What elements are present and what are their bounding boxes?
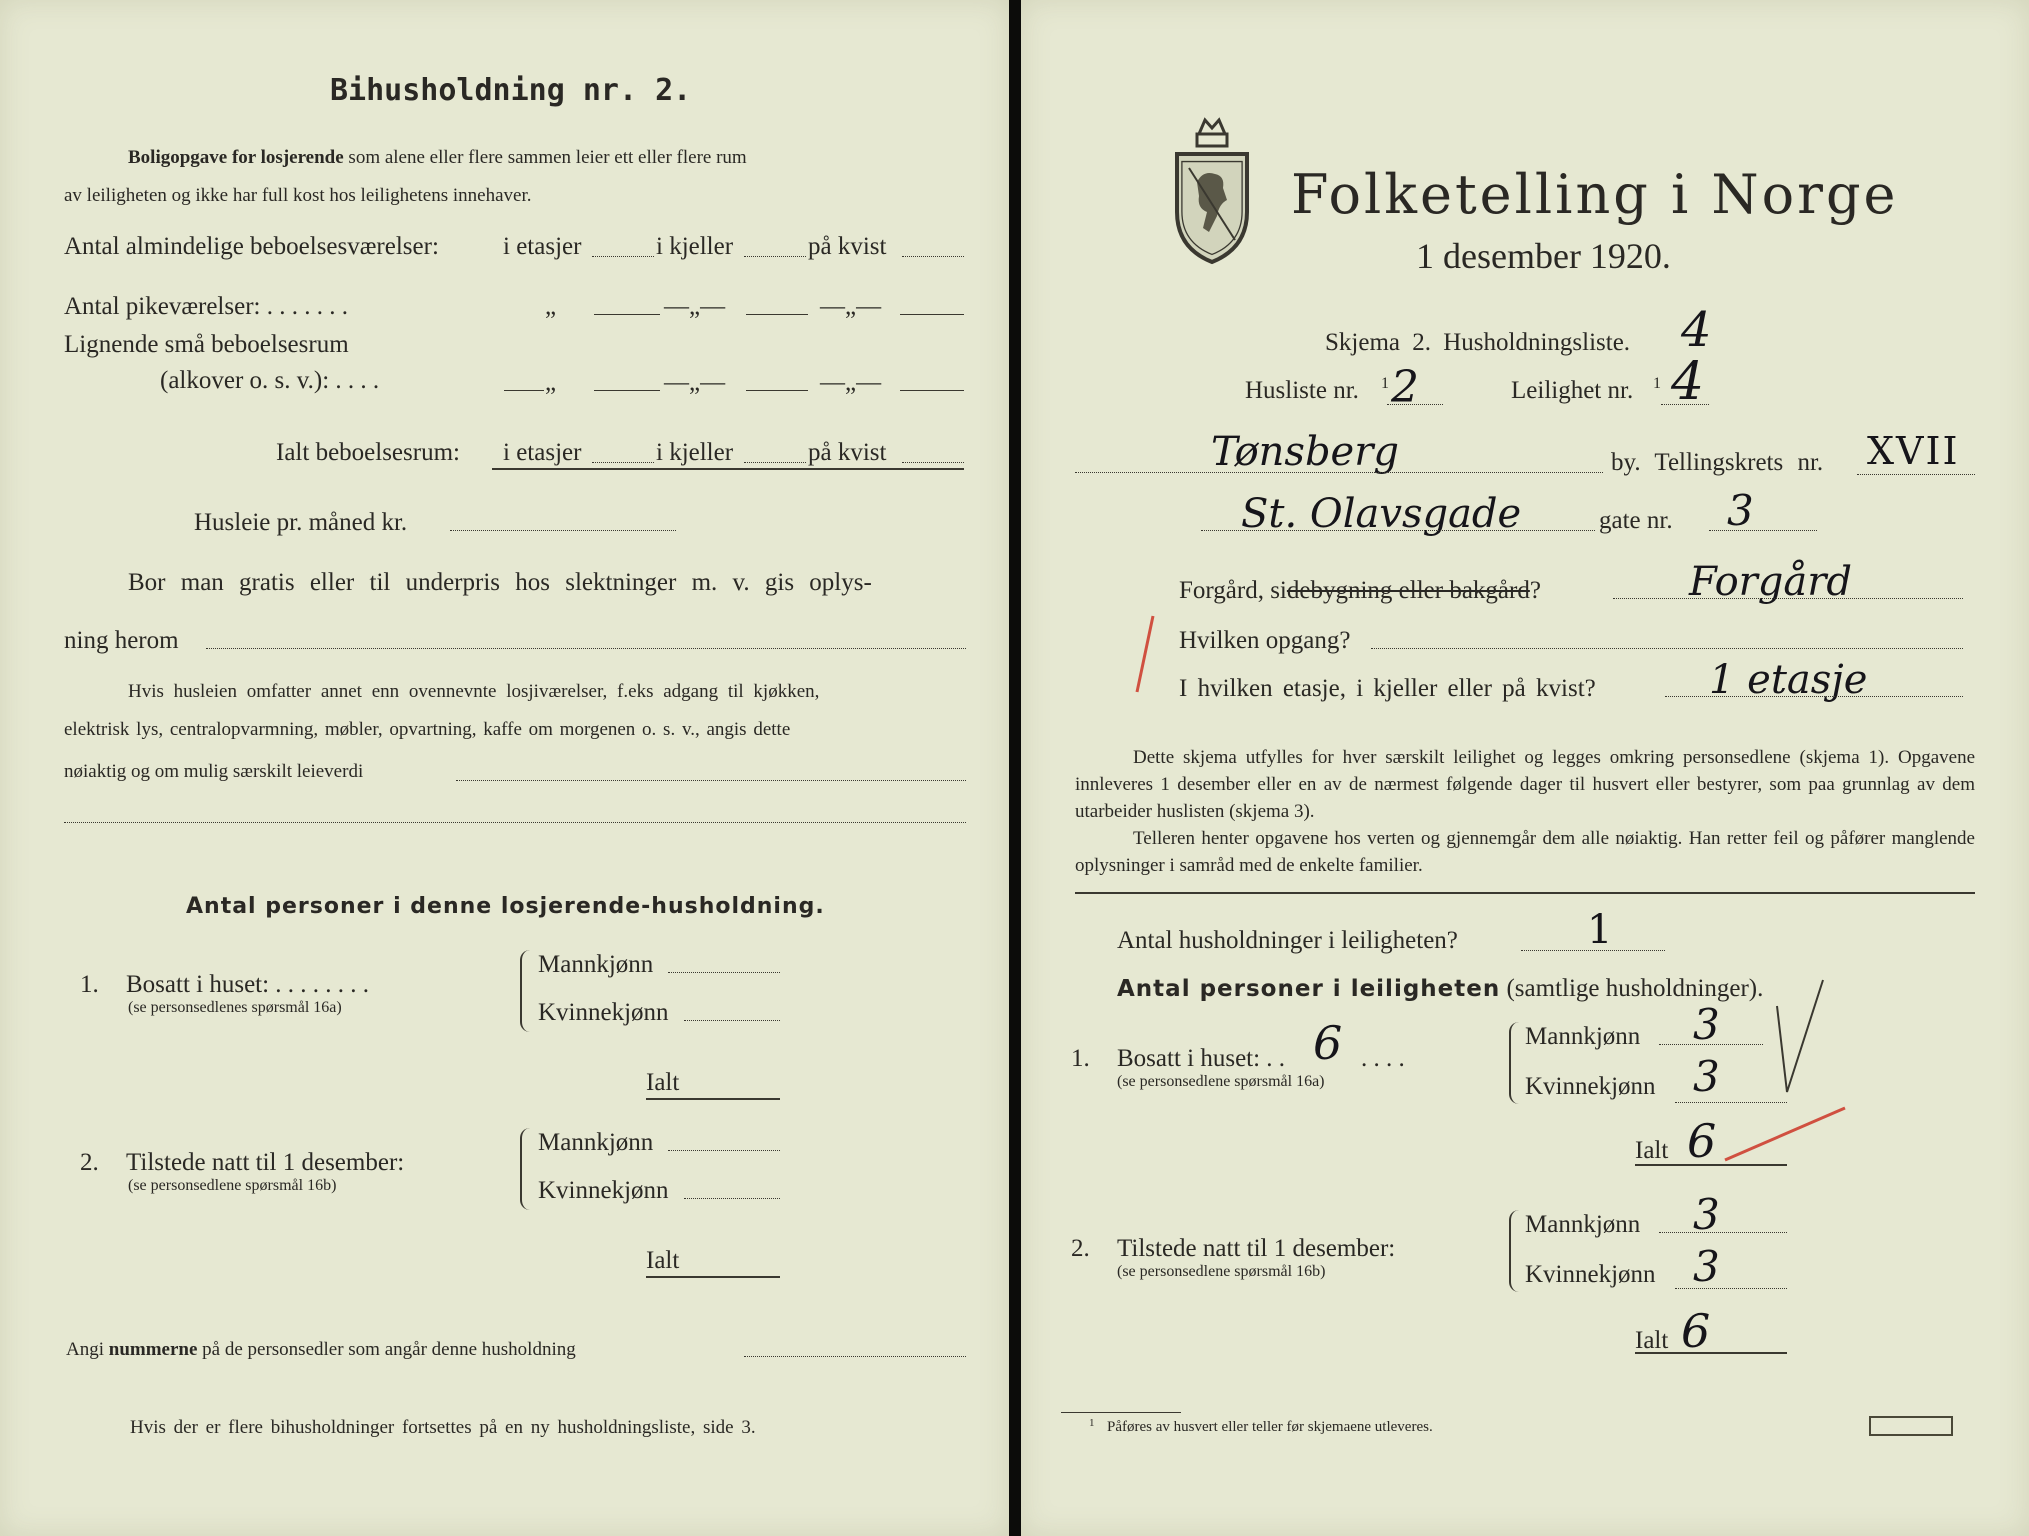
skjema-handwritten[interactable]: 4: [1681, 302, 1712, 358]
leieverdi-field-2[interactable]: [64, 822, 966, 823]
bihusholdning-heading: Bihusholdning nr. 2.: [330, 73, 692, 108]
q2-kvinne-label: Kvinnekjønn: [538, 1177, 669, 1204]
leilighet-field: [1661, 404, 1709, 405]
pike-kvist-field[interactable]: [900, 314, 964, 315]
q1-mann-label: Mannkjønn: [538, 951, 654, 978]
angi-rest: på de personsedler som angår denne husholdning: [202, 1339, 576, 1360]
lignende-ditto-1: „: [545, 369, 557, 396]
etasje-field: [1665, 696, 1963, 697]
bor-line-2: ning herom: [64, 627, 179, 654]
r-q1-number: 1.: [1071, 1045, 1090, 1072]
q1-mann-field[interactable]: [668, 972, 780, 973]
section-divider: [1075, 892, 1975, 894]
intro-rest: som alene eller flere sammen leier ett eller flere rum: [348, 147, 747, 168]
q2-ialt-label: Ialt: [646, 1247, 680, 1274]
husliste-handwritten[interactable]: 2: [1391, 362, 1419, 413]
lignende-ditto-3: —„—: [820, 369, 882, 396]
forgard-post: ?: [1529, 577, 1541, 604]
husliste-field: [1387, 404, 1443, 405]
q1-ialt-field[interactable]: [646, 1098, 780, 1100]
antal-husholdninger-label: Antal husholdninger i leiligheten?: [1117, 927, 1458, 954]
r-q1-mann-handwritten[interactable]: 3: [1693, 1000, 1720, 1049]
hvis-line-1: Hvis husleien omfatter annet enn ovennevnte losjiværelser, f.eks adgang til kjøkken,: [128, 681, 820, 702]
krets-handwritten[interactable]: XVII: [1867, 429, 1960, 473]
r-q2-ialt-label: Ialt: [1635, 1327, 1669, 1354]
forgard-label: [1179, 578, 1541, 603]
angi-pre: Angi: [66, 1339, 104, 1360]
gate-label: gate nr.: [1599, 507, 1673, 534]
forgard-handwritten[interactable]: Forgård: [1689, 559, 1852, 605]
gate-field: [1709, 530, 1817, 531]
persons-heading-right: [1117, 976, 1763, 1001]
q2-kvinne-field[interactable]: [684, 1198, 780, 1199]
intro-line-2: av leiligheten og ikke har full kost hos leilighetens innehaver.: [64, 185, 532, 206]
rooms-kvist-label: på kvist: [808, 233, 887, 260]
krets-field: [1857, 474, 1975, 475]
instructions-para-2: Telleren henter opgavene hos verten og gjennemgår dem alle nøiaktig. Han retter feil og påfører manglende oplysninger i samråd med de enkelte familier.: [1075, 828, 1975, 876]
intro-bold: Boligopgave for losjerende: [128, 147, 344, 168]
angi-line: [66, 1340, 576, 1359]
ialt-kjeller-field[interactable]: [744, 462, 806, 463]
rooms-label: Antal almindelige beboelsesværelser:: [64, 233, 439, 260]
rooms-kvist-field[interactable]: [902, 256, 964, 257]
etasje-label: I hvilken etasje, i kjeller eller på kvist?: [1179, 675, 1596, 702]
ialt-kvist-label: på kvist: [808, 439, 887, 466]
r-q2-kvinne-field: [1675, 1288, 1787, 1289]
footnote-rule: [1061, 1412, 1181, 1413]
lignende-ditto-2: —„—: [664, 369, 726, 396]
pike-ditto-1: „: [545, 293, 557, 320]
r-q2-ialt-field: [1635, 1352, 1787, 1354]
city-handwritten[interactable]: Tønsberg: [1211, 429, 1399, 475]
ialt-etasjer-label: i etasjer: [503, 439, 582, 466]
r-q1-mann-label: Mannkjønn: [1525, 1023, 1641, 1050]
q1-kvinne-label: Kvinnekjønn: [538, 999, 669, 1026]
leieverdi-field[interactable]: [456, 780, 966, 781]
instructions-para-1: Dette skjema utfylles for hver særskilt leilighet og legges omkring personsedlene (skjema 1). Opgavene innleveres 1 desember eller en av de nærmest følgende dager til husvert eller bestyrer, som paa grunnlag av dem utarbeider huslisten (skjema 3).: [1075, 747, 1975, 822]
q1-ialt-label: Ialt: [646, 1069, 680, 1096]
lignende-pre-field[interactable]: [504, 390, 544, 391]
q2-mann-field[interactable]: [668, 1150, 780, 1151]
r-q2-kvinne-handwritten[interactable]: 3: [1693, 1242, 1720, 1291]
opgang-label: Hvilken opgang?: [1179, 627, 1351, 654]
r-q1-mann-field: [1659, 1044, 1763, 1045]
etasje-handwritten[interactable]: 1 etasje: [1709, 657, 1868, 703]
angi-field[interactable]: [744, 1356, 966, 1357]
r-q1-brace: [1509, 1022, 1521, 1104]
hvis-line-2: elektrisk lys, centralopvarmning, møbler, opvartning, kaffe om morgenen o. s. v., angis dette: [64, 719, 791, 740]
book-gutter: [1009, 0, 1021, 1536]
r-q2-mann-handwritten[interactable]: 3: [1693, 1190, 1720, 1239]
r-q1-ialt-label: Ialt: [1635, 1137, 1669, 1164]
q2-brace: [520, 1128, 532, 1210]
rooms-etasjer-field[interactable]: [592, 256, 654, 257]
persons-heading-rest: (samtlige husholdninger).: [1506, 975, 1764, 1002]
census-date: 1 desember 1920.: [1416, 236, 1671, 276]
q2-label: Tilstede natt til 1 desember:: [126, 1149, 405, 1176]
coat-of-arms-icon: [1169, 112, 1255, 266]
r-q1-dots: . . . .: [1361, 1045, 1405, 1072]
lignende-label-1: Lignende små beboelsesrum: [64, 331, 349, 358]
forgard-struck: debygning eller bakgård: [1286, 577, 1530, 604]
r-q1-kvinne-handwritten[interactable]: 3: [1693, 1052, 1720, 1101]
q2-number: 2.: [80, 1149, 99, 1176]
left-page: [0, 0, 1009, 1536]
footnote-number: 1: [1089, 1417, 1095, 1429]
street-handwritten[interactable]: St. Olavsgade: [1241, 491, 1522, 537]
antal-husholdninger-field: [1521, 950, 1665, 951]
pike-kjeller-field[interactable]: [746, 314, 808, 315]
antal-husholdninger-handwritten[interactable]: 1: [1587, 907, 1613, 953]
lignende-etasjer-field[interactable]: [594, 390, 660, 391]
leilighet-footnote-mark: 1: [1653, 375, 1661, 392]
opgang-field[interactable]: [1371, 648, 1963, 649]
q2-ialt-field[interactable]: [646, 1276, 780, 1278]
rooms-kjeller-field[interactable]: [744, 256, 806, 257]
r-q1-ialt-handwritten[interactable]: 6: [1687, 1114, 1717, 1168]
husleie-field[interactable]: [450, 530, 676, 531]
pike-etasjer-field[interactable]: [594, 314, 660, 315]
hvis-line-3: nøiaktig og om mulig særskilt leieverdi: [64, 761, 364, 782]
persons-heading: Antal personer i denne losjerende-husholdning.: [186, 894, 825, 919]
r-q2-mann-field: [1659, 1232, 1787, 1233]
r-q1-label: Bosatt i huset: . .: [1117, 1045, 1286, 1072]
ialt-kjeller-label: i kjeller: [656, 439, 734, 466]
ialt-kvist-field[interactable]: [902, 462, 964, 463]
r-q2-number: 2.: [1071, 1235, 1090, 1262]
forgard-pre: Forgård, si: [1179, 577, 1287, 604]
pike-label: Antal pikeværelser: . . . . . . .: [64, 293, 348, 320]
ialt-etasjer-field[interactable]: [592, 462, 654, 463]
leilighet-label: Leilighet nr.: [1511, 377, 1634, 404]
q1-brace: [520, 950, 532, 1032]
pike-ditto-3: —„—: [820, 293, 882, 320]
intro-line-1: [128, 148, 747, 167]
left-footer: Hvis der er flere bihusholdninger fortsettes på en ny husholdningsliste, side 3.: [130, 1417, 756, 1438]
q1-kvinne-field[interactable]: [684, 1020, 780, 1021]
r-q2-brace: [1509, 1210, 1521, 1292]
r-q2-note: (se personsedlene spørsmål 16b): [1117, 1263, 1326, 1280]
gate-handwritten[interactable]: 3: [1727, 486, 1754, 535]
husleie-label: Husleie pr. måned kr.: [194, 509, 408, 536]
lignende-kvist-field[interactable]: [900, 390, 964, 391]
bor-field[interactable]: [206, 648, 966, 649]
angi-bold: nummerne: [108, 1339, 198, 1360]
r-q2-label: Tilstede natt til 1 desember:: [1117, 1235, 1396, 1262]
q2-mann-label: Mannkjønn: [538, 1129, 654, 1156]
r-q1-note: (se personsedlene spørsmål 16a): [1117, 1073, 1325, 1090]
r-q1-total-handwritten[interactable]: 6: [1313, 1016, 1343, 1070]
lignende-label-2: (alkover o. s. v.): . . . .: [160, 367, 380, 394]
footnote-text: Påføres av husvert eller teller før skjemaene utleveres.: [1107, 1419, 1433, 1435]
red-check-mark-icon: [1129, 612, 1159, 696]
leilighet-handwritten[interactable]: 4: [1671, 352, 1705, 412]
r-q2-ialt-handwritten[interactable]: 6: [1681, 1304, 1711, 1358]
r-q2-kvinne-label: Kvinnekjønn: [1525, 1261, 1656, 1288]
right-page: [1021, 0, 2029, 1536]
q1-note: (se personsedlenes spørsmål 16a): [128, 999, 342, 1016]
street-field: [1201, 530, 1595, 531]
skjema-label: Skjema 2. Husholdningsliste.: [1325, 329, 1631, 356]
ialt-underline: [492, 468, 964, 470]
lignende-kjeller-field[interactable]: [746, 390, 808, 391]
persons-heading-bold: Antal personer i leiligheten: [1117, 976, 1501, 1002]
rooms-kjeller-label: i kjeller: [656, 233, 734, 260]
forgard-field: [1613, 598, 1963, 599]
rooms-etasjer-label: i etasjer: [503, 233, 582, 260]
bor-line-1: Bor man gratis eller til underpris hos slektninger m. v. gis oplys-: [128, 569, 872, 596]
pike-ditto-2: —„—: [664, 293, 726, 320]
check-tick-icon: [1773, 976, 1833, 1096]
husliste-footnote-mark: 1: [1381, 375, 1389, 392]
r-q2-mann-label: Mannkjønn: [1525, 1211, 1641, 1238]
printer-stamp: [1869, 1416, 1953, 1436]
husliste-label: Husliste nr.: [1245, 377, 1359, 404]
city-field: [1075, 472, 1603, 473]
by-tellingskrets-label: by. Tellingskrets nr.: [1611, 449, 1824, 476]
red-tick-mark-icon: [1721, 1100, 1851, 1180]
q2-note: (se personsedlene spørsmål 16b): [128, 1177, 337, 1194]
census-title: Folketelling i Norge: [1291, 163, 1899, 226]
r-q1-kvinne-label: Kvinnekjønn: [1525, 1073, 1656, 1100]
q1-number: 1.: [80, 971, 99, 998]
q1-label: Bosatt i huset: . . . . . . . .: [126, 971, 370, 998]
ialt-beboelsesrum-label: Ialt beboelsesrum:: [276, 439, 460, 466]
